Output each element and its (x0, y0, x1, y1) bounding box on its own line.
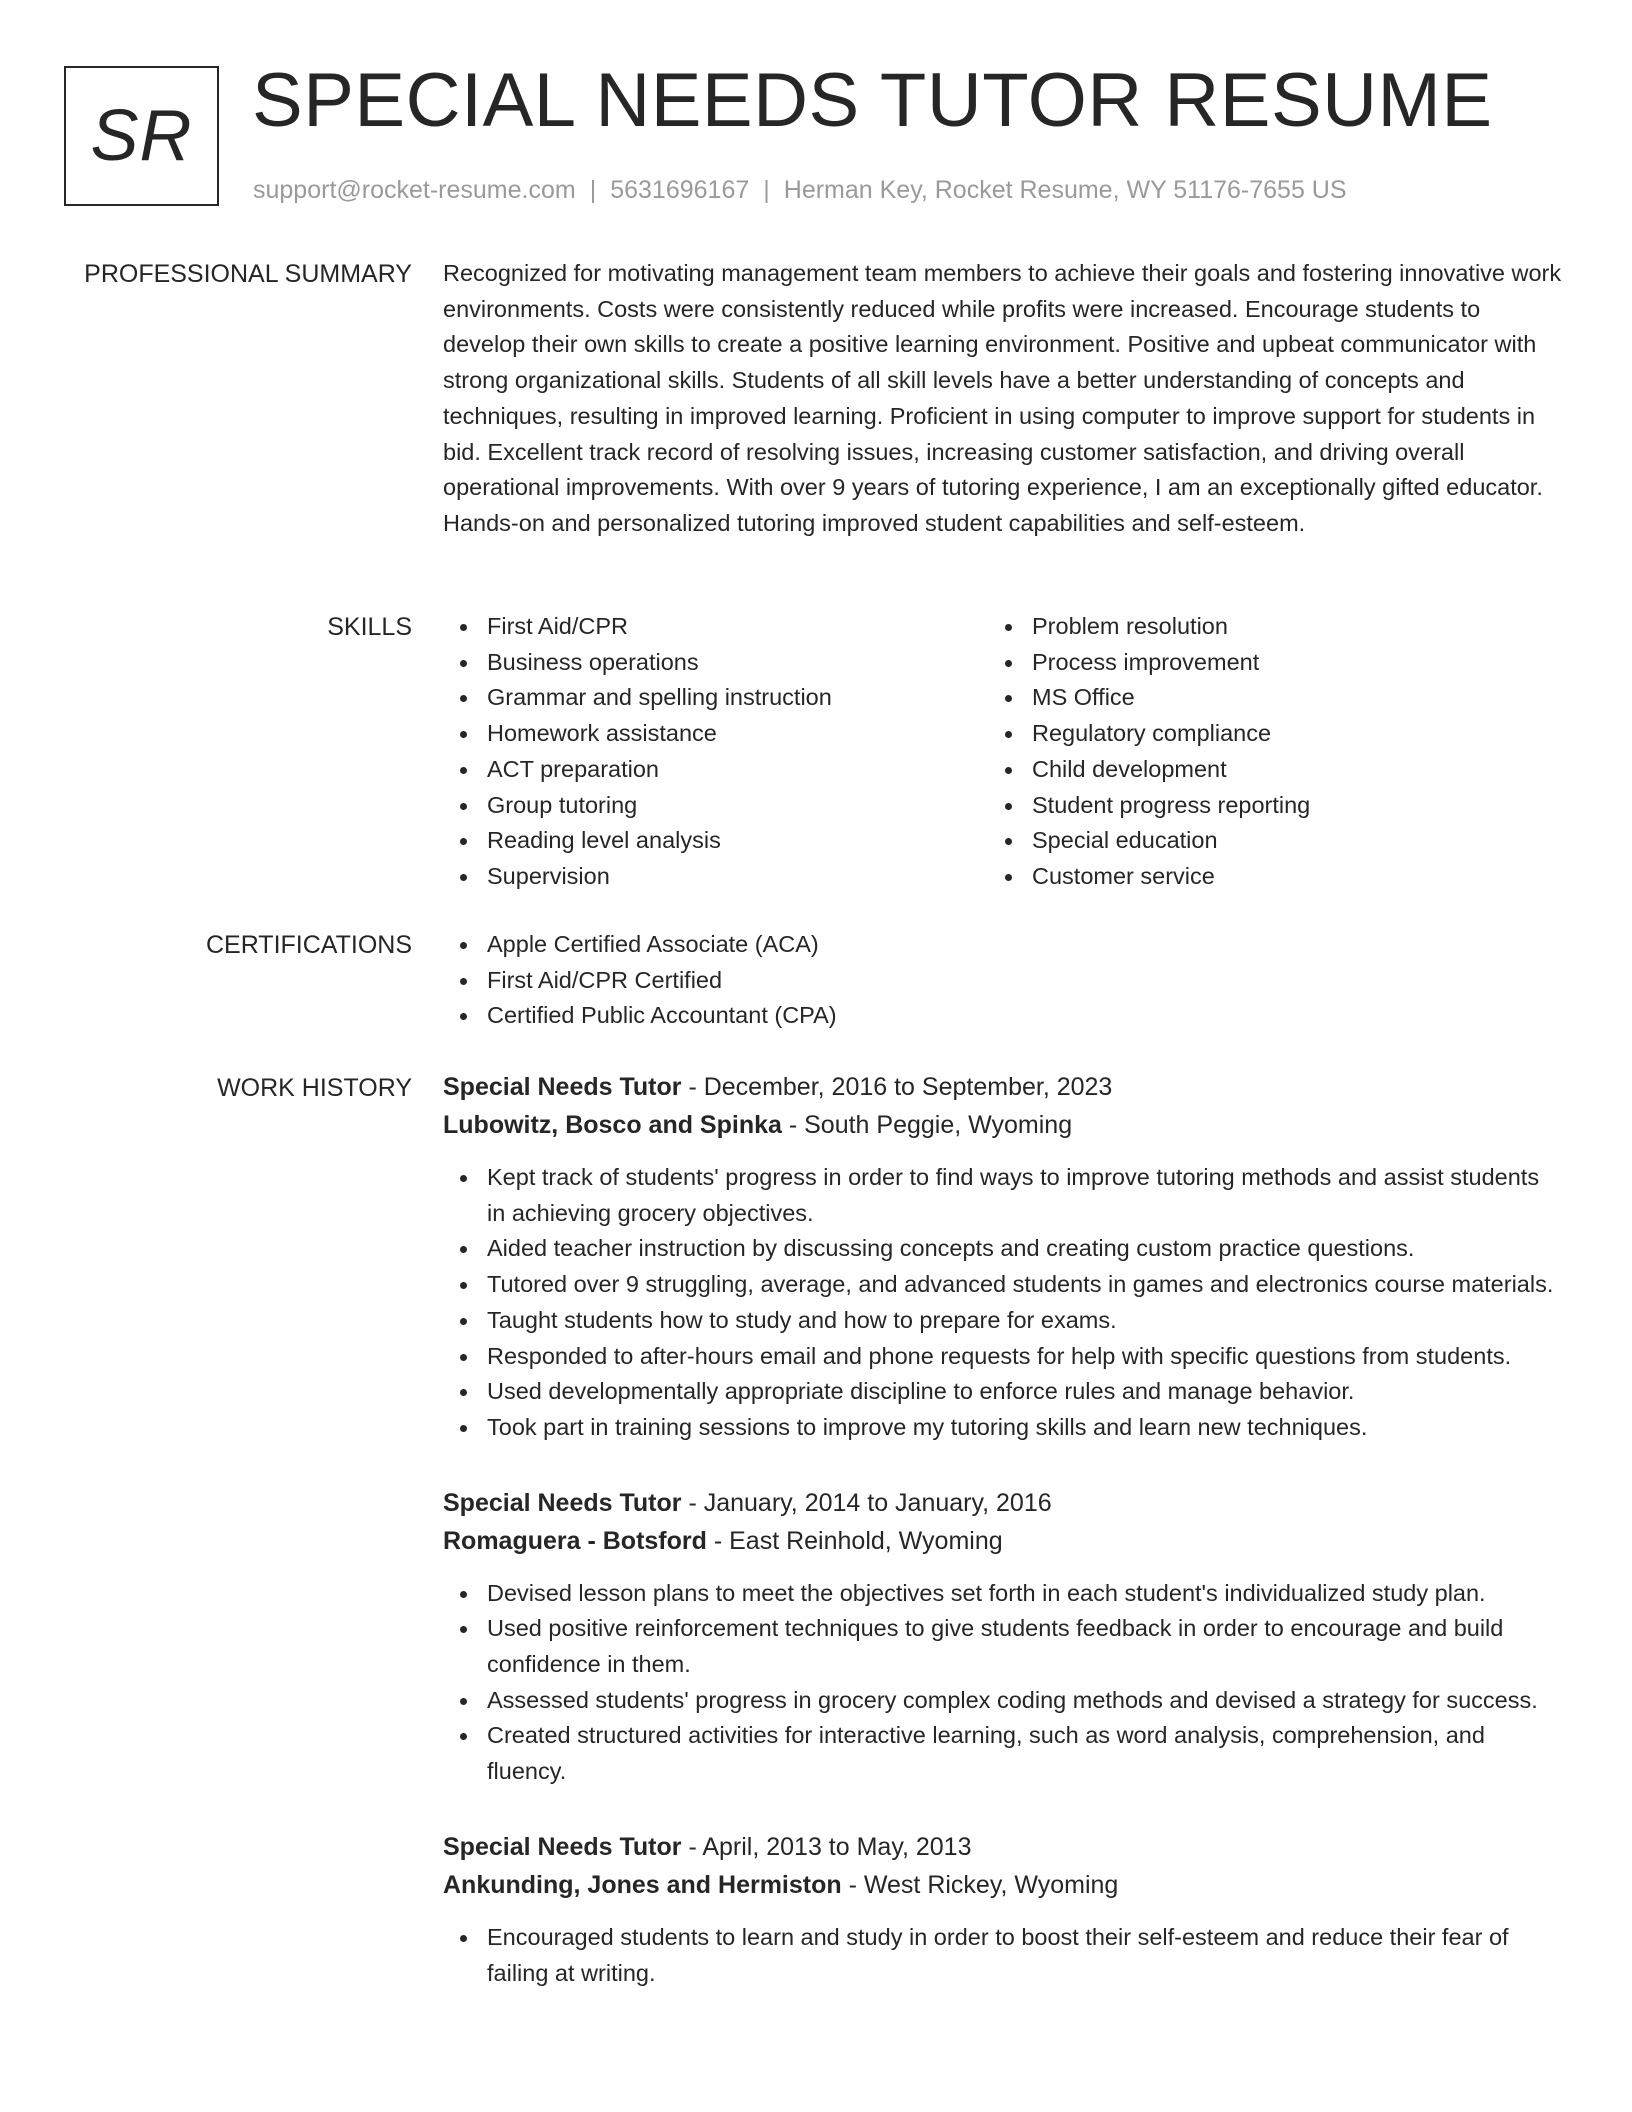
job-company-line (443, 1522, 1563, 1560)
skill-item: Child development (988, 752, 1533, 788)
job-bullets (443, 1160, 1563, 1446)
contact-phone[interactable]: 5631696167 (610, 176, 750, 204)
skills-section (443, 609, 1563, 895)
job-bullet: Took part in training sessions to improve my tutoring skills and learn new techniques. (443, 1410, 1563, 1446)
job-bullet: Devised lesson plans to meet the objectives set forth in each student's individualized study plan. (443, 1576, 1563, 1612)
skill-item: Student progress reporting (988, 788, 1533, 824)
skill-item: Supervision (443, 859, 988, 895)
monogram-logo: SR (64, 66, 219, 206)
job-company: Ankunding, Jones and Hermiston (443, 1870, 842, 1899)
certifications-heading: CERTIFICATIONS (205, 931, 412, 959)
work-history-section (443, 1068, 1563, 2029)
skill-item: ACT preparation (443, 752, 988, 788)
skill-item: Customer service (988, 859, 1533, 895)
job-bullet: Used positive reinforcement techniques to give students feedback in order to encourage and build confidence in them. (443, 1611, 1563, 1682)
job-dates: - April, 2013 to May, 2013 (681, 1832, 972, 1861)
contact-line (253, 172, 1347, 208)
job-company: Lubowitz, Bosco and Spinka (443, 1111, 782, 1139)
summary-heading: PROFESSIONAL SUMMARY (84, 260, 412, 288)
skills-list-right (988, 609, 1533, 895)
certification-item: Certified Public Accountant (CPA) (443, 998, 1563, 1034)
skill-item: Business operations (443, 645, 988, 681)
contact-address: Herman Key, Rocket Resume, WY 51176-7655 US (783, 176, 1347, 204)
skill-item: Regulatory compliance (988, 716, 1533, 752)
job-dates: - January, 2014 to January, 2016 (681, 1488, 1052, 1517)
job-bullet: Tutored over 9 struggling, average, and advanced students in games and electronics course materials. (443, 1267, 1563, 1303)
job-location: - West Rickey, Wyoming (841, 1870, 1119, 1899)
job-title-line (443, 1828, 1563, 1866)
skill-item: Special education (988, 823, 1533, 859)
certification-item: First Aid/CPR Certified (443, 963, 1563, 999)
skill-item: First Aid/CPR (443, 609, 988, 645)
summary-section (443, 256, 1563, 542)
skill-item: Problem resolution (988, 609, 1533, 645)
contact-separator: | (763, 176, 770, 204)
skills-list-left (443, 609, 988, 895)
page-title: SPECIAL NEEDS TUTOR RESUME (252, 58, 1493, 143)
job-company-line (443, 1866, 1563, 1904)
job-entry (443, 1068, 1563, 1446)
job-entry (443, 1828, 1563, 1991)
skills-heading: SKILLS (327, 613, 412, 641)
job-bullet: Responded to after-hours email and phone requests for help with specific questions from students. (443, 1339, 1563, 1375)
job-title: Special Needs Tutor (443, 1073, 682, 1101)
job-location: - East Reinhold, Wyoming (706, 1526, 1003, 1555)
certifications-section (443, 927, 1563, 1034)
skill-item: Homework assistance (443, 716, 988, 752)
job-company-line (443, 1106, 1563, 1144)
job-bullets (443, 1576, 1563, 1790)
job-bullet: Created structured activities for interactive learning, such as word analysis, comprehension, and fluency. (443, 1718, 1563, 1789)
certification-item: Apple Certified Associate (ACA) (443, 927, 1563, 963)
contact-separator: | (589, 176, 597, 204)
job-bullet: Taught students how to study and how to prepare for exams. (443, 1303, 1563, 1339)
job-title: Special Needs Tutor (443, 1488, 682, 1517)
job-bullets (443, 1920, 1563, 1991)
job-title-line (443, 1484, 1563, 1522)
job-bullet: Used developmentally appropriate discipline to enforce rules and manage behavior. (443, 1374, 1563, 1410)
skill-item: Grammar and spelling instruction (443, 680, 988, 716)
job-title-line (443, 1068, 1563, 1106)
skills-grid (443, 609, 1563, 895)
certifications-list (443, 927, 1563, 1034)
job-title: Special Needs Tutor (443, 1832, 682, 1861)
job-bullet: Assessed students' progress in grocery complex coding methods and devised a strategy for success. (443, 1683, 1563, 1719)
summary-text: Recognized for motivating management team members to achieve their goals and fostering innovative work environments. Costs were consistently reduced while profits were increased. Encourage students to develop their own skills to create a positive learning environment. Positive and upbeat communicator with strong organizational skills. Students of all skill levels have a better understanding of concepts and techniques, resulting in improved learning. Proficient in using computer to improve support for students in bid. Excellent track record of resolving issues, increasing customer satisfaction, and driving overall operational improvements. With over 9 years of tutoring experience, I am an exceptionally gifted educator. Hands-on and personalized tutoring improved student capabilities and self-esteem. (443, 260, 1562, 536)
job-bullet: Aided teacher instruction by discussing concepts and creating custom practice questions. (443, 1231, 1563, 1267)
skill-item: Process improvement (988, 645, 1533, 681)
job-company: Romaguera - Botsford (443, 1526, 707, 1555)
skill-item: Reading level analysis (443, 823, 988, 859)
job-dates: - December, 2016 to September, 2023 (681, 1073, 1113, 1101)
work-history-heading: WORK HISTORY (217, 1074, 412, 1102)
skill-item: Group tutoring (443, 788, 988, 824)
contact-email[interactable]: support@rocket-resume.com (253, 176, 576, 204)
job-entry (443, 1484, 1563, 1790)
job-bullet: Encouraged students to learn and study in order to boost their self-esteem and reduce their fear of failing at writing. (443, 1920, 1563, 1991)
skill-item: MS Office (988, 680, 1533, 716)
job-location: - South Peggie, Wyoming (781, 1111, 1073, 1139)
job-bullet: Kept track of students' progress in order to find ways to improve tutoring methods and assist students in achieving grocery objectives. (443, 1160, 1563, 1231)
